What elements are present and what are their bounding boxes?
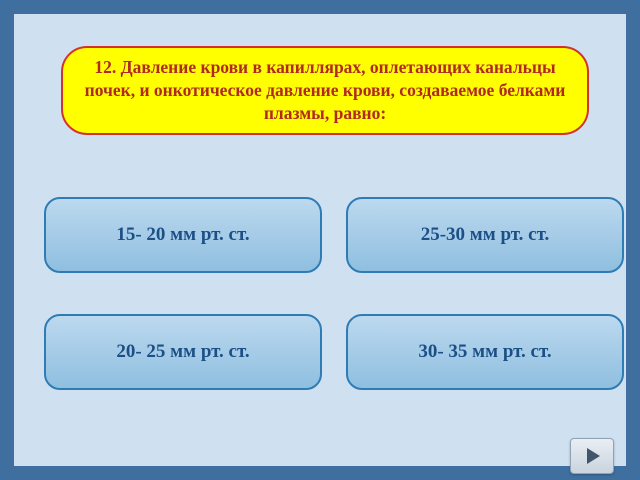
answer-option-1-label: 15- 20 мм рт. ст.	[116, 224, 250, 245]
answer-option-4[interactable]	[346, 314, 624, 390]
answer-option-2[interactable]	[346, 197, 624, 273]
slide-content-area	[14, 14, 626, 466]
next-slide-button[interactable]	[570, 438, 614, 474]
question-text: 12. Давление крови в капиллярах, оплетающих канальцы почек, и онкотическое давление крови, создаваемое белками плазмы, равно:	[84, 57, 566, 124]
answer-option-4-label: 30- 35 мм рт. ст.	[418, 341, 552, 362]
answer-option-3-label: 20- 25 мм рт. ст.	[116, 341, 250, 362]
answer-option-1[interactable]	[44, 197, 322, 273]
play-triangle-icon	[587, 448, 600, 464]
answer-option-3[interactable]	[44, 314, 322, 390]
question-box	[61, 46, 589, 135]
answer-option-2-label: 25-30 мм рт. ст.	[420, 224, 550, 245]
